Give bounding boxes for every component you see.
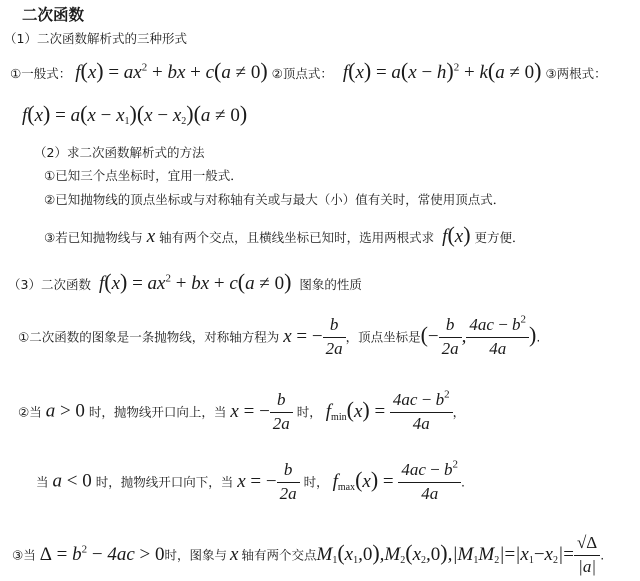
section-3-formula: $f(x) = ax^2$ + bx + c(a ≠ 0): [98, 269, 292, 294]
maximum-value-formula: $f_{max}(x)$ = $\frac{4ac - b^2}{4a}$: [333, 471, 461, 492]
property-3-text: 时，抛物线开口向下，当: [95, 474, 234, 490]
property-4-prefix: ③当: [12, 547, 36, 563]
vertex-form-formula: $f(x) = a(x - h)^2 + k(a \ne 0)$: [342, 58, 542, 83]
section-3-heading-tail: 图象的性质: [299, 277, 362, 292]
property-4: ③当 $\Delta = b^2 - 4ac > 0$时，图象与 x 轴有两个交点$M_1(x_1,0),M_2(x_2,0),|M_1M_2|=|x_1-x_2|=$ $\frac{√\Delta}{|a|}$ .: [12, 533, 605, 576]
discriminant-condition: $\Delta = b^2 - 4ac > 0$: [39, 542, 165, 565]
page-title: 二次函数: [22, 6, 85, 24]
vertex-form-label: ②顶点式：: [271, 66, 333, 81]
roots-form-formula: $f(x) = a(x - x_1)(x - x_2)(a \ne 0)$: [22, 101, 248, 127]
property-3-when: 时，: [303, 474, 329, 490]
method-item-1: ①已知三个点坐标时，宜用一般式．: [44, 168, 243, 183]
vertex-label: ，顶点坐标是: [345, 329, 421, 345]
method-item-3-text-mid: 轴有两个交点，且横线坐标已知时，选用两根式求: [159, 230, 435, 245]
property-4-text-2: 轴有两个交点: [241, 547, 317, 563]
x-variable: x: [146, 226, 156, 247]
method-item-2: ②已知抛物线的顶点坐标或与对称轴有关或与最大（小）值有关时，常使用顶点式．: [44, 192, 506, 207]
intersection-formula: $M_1(x_1,0),M_2(x_2,0),|M_1M_2|=|x_1-x_2|=$ $\frac{√\Delta}{|a|}$: [316, 544, 600, 565]
forms-line: [10, 58, 607, 84]
condition-a-positive: a > 0: [45, 400, 85, 422]
property-4-text: 时，图象与: [164, 547, 228, 563]
condition-a-negative: a < 0: [52, 470, 92, 492]
minimum-x: x = − $\frac{b}{2a}$: [230, 401, 292, 422]
section-3-heading: [8, 269, 362, 295]
axis-equation: x = − $\frac{b}{2a}$: [283, 326, 345, 347]
x-variable-2: x: [230, 543, 239, 565]
property-3: 当 a < 0 时，抛物线开口向下，当 x = − $\frac{b}{2a}$ 时， $f_{max}(x)$ = $\frac{4ac - b^2}{4a}$ .: [36, 458, 465, 503]
method-item-3-text: ③若已知抛物线与: [44, 230, 143, 245]
property-2-prefix: ②当: [18, 404, 42, 420]
property-1: ①二次函数的图象是一条抛物线，对称轴方程为 x = − $\frac{b}{2a}$ ，顶点坐标是(− $\frac{b}{2a}$ , $\frac{4ac - b^2}{4a}$ ).: [18, 313, 541, 358]
fx-expression: f(x): [442, 222, 471, 247]
minimum-value-formula: $f_{min}(x)$ = $\frac{4ac - b^2}{4a}$: [326, 401, 453, 422]
maximum-x: x = − $\frac{b}{2a}$: [237, 471, 299, 492]
property-2-text: 时，抛物线开口向上，当: [88, 404, 227, 420]
vertex-coordinates: (− $\frac{b}{2a}$ , $\frac{4ac - b^2}{4a}$ ): [420, 313, 537, 358]
general-form-label: ①一般式：: [10, 66, 72, 81]
section-2-heading: （2）求二次函数解析式的方法: [34, 145, 205, 160]
section-3-heading-text: （3）二次函数: [8, 277, 91, 292]
section-1-heading: （1）二次函数解析式的三种形式: [4, 31, 187, 46]
method-item-3: [44, 222, 525, 248]
property-2: ②当 a > 0 时，抛物线开口向上，当 x = − $\frac{b}{2a}$ 时， $f_{min}(x)$ = $\frac{4ac - b^2}{4a}$ ，: [18, 388, 466, 433]
property-3-prefix: 当: [36, 474, 49, 490]
method-item-3-text-end: 更方便．: [474, 230, 525, 245]
roots-form-label: ③两根式：: [545, 66, 607, 81]
property-1-text: ①二次函数的图象是一条抛物线，对称轴方程为: [18, 329, 280, 345]
property-2-when: 时，: [296, 404, 322, 420]
general-form-formula: $f(x) = ax^2$ + bx + c(a ≠ 0): [75, 58, 268, 83]
